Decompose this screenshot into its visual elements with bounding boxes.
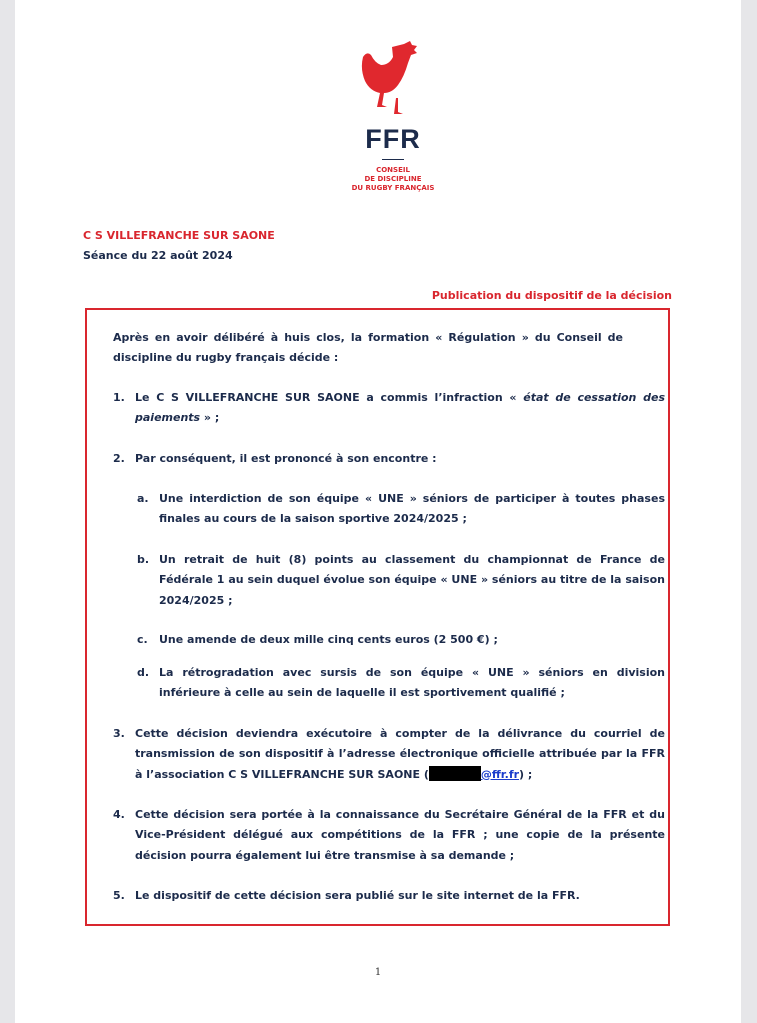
subitem-text: Une interdiction de son équipe « UNE » séniors de participer à toutes phases finales au cours de la saison sportive 2024/2025 ; xyxy=(159,492,665,526)
subitem-text: Une amende de deux mille cinq cents euros (2 500 €) ; xyxy=(159,633,498,646)
subitem-letter: d. xyxy=(137,666,150,679)
email-link[interactable]: @ffr.fr xyxy=(480,767,520,781)
item-text: Cette décision deviendra exécutoire à compter de la délivrance du courriel de transmission de son dispositif à l’adresse électronique officielle attribuée par la FFR à l’association C S VILLEFRANCHE SUR SAONE ( xyxy=(135,727,665,781)
publication-title: Publication du dispositif de la décision xyxy=(431,289,672,302)
item-number: 1. xyxy=(113,391,125,404)
subitem-text: La rétrogradation avec sursis de son équipe « UNE » séniors en division inférieure à celle au sein de laquelle il est sportivement qualifié ; xyxy=(159,666,665,700)
item-text: Par conséquent, il est prononcé à son encontre : xyxy=(135,452,437,465)
intro-text: Après en avoir délibéré à huis clos, la formation « Régulation » du Conseil de discipline du rugby français décide : xyxy=(113,331,623,365)
subitem-letter: c. xyxy=(137,633,148,646)
item-text: Le dispositif de cette décision sera publié sur le site internet de la FFR. xyxy=(135,889,580,902)
item-5 xyxy=(113,886,665,906)
subitem-letter: b. xyxy=(137,553,150,566)
subitem-a xyxy=(137,489,665,530)
rooster-icon xyxy=(358,40,428,118)
decision-box xyxy=(85,308,670,926)
item-text: Cette décision sera portée à la connaissance du Secrétaire Général de la FFR et du Vice-Président délégué aux compétitions de la FFR ; une copie de la présente décision pourra également lui être transmise à sa demande ; xyxy=(135,808,665,862)
item-emphasis: état de cessation des paiements xyxy=(135,391,665,425)
logo-subtitle-3: DU RUGBY FRANÇAIS xyxy=(351,184,435,192)
item-number: 4. xyxy=(113,808,125,821)
subitem-text: Un retrait de huit (8) points au classement du championnat de France de Fédérale 1 au sein duquel évolue son équipe « UNE » séniors au titre de la saison 2024/2025 ; xyxy=(159,553,665,607)
club-name: C S VILLEFRANCHE SUR SAONE xyxy=(83,229,275,242)
document-page xyxy=(15,0,741,1023)
item-number: 2. xyxy=(113,452,125,465)
redacted-block xyxy=(429,766,481,781)
item-4 xyxy=(113,805,665,866)
subitem-c xyxy=(137,630,665,650)
logo-text: FFR xyxy=(365,124,421,154)
item-1 xyxy=(113,388,665,429)
item-text-end: ) ; xyxy=(519,767,533,781)
subitem-b xyxy=(137,550,665,611)
item-text: Le C S VILLEFRANCHE SUR SAONE a commis l’infraction « xyxy=(135,391,524,404)
logo-subtitle-2: DE DISCIPLINE xyxy=(364,175,422,183)
item-2 xyxy=(113,449,665,469)
subitem-d xyxy=(137,663,665,704)
logo-subtitle-1: CONSEIL xyxy=(376,166,410,174)
logo-divider xyxy=(382,159,404,160)
ffr-logo xyxy=(333,40,453,193)
subitem-letter: a. xyxy=(137,492,149,505)
item-number: 5. xyxy=(113,889,125,902)
page-number: 1 xyxy=(374,967,382,978)
session-date: Séance du 22 août 2024 xyxy=(83,249,233,262)
item-3 xyxy=(113,724,665,785)
item-text-end: » ; xyxy=(200,411,220,425)
item-number: 3. xyxy=(113,727,125,740)
